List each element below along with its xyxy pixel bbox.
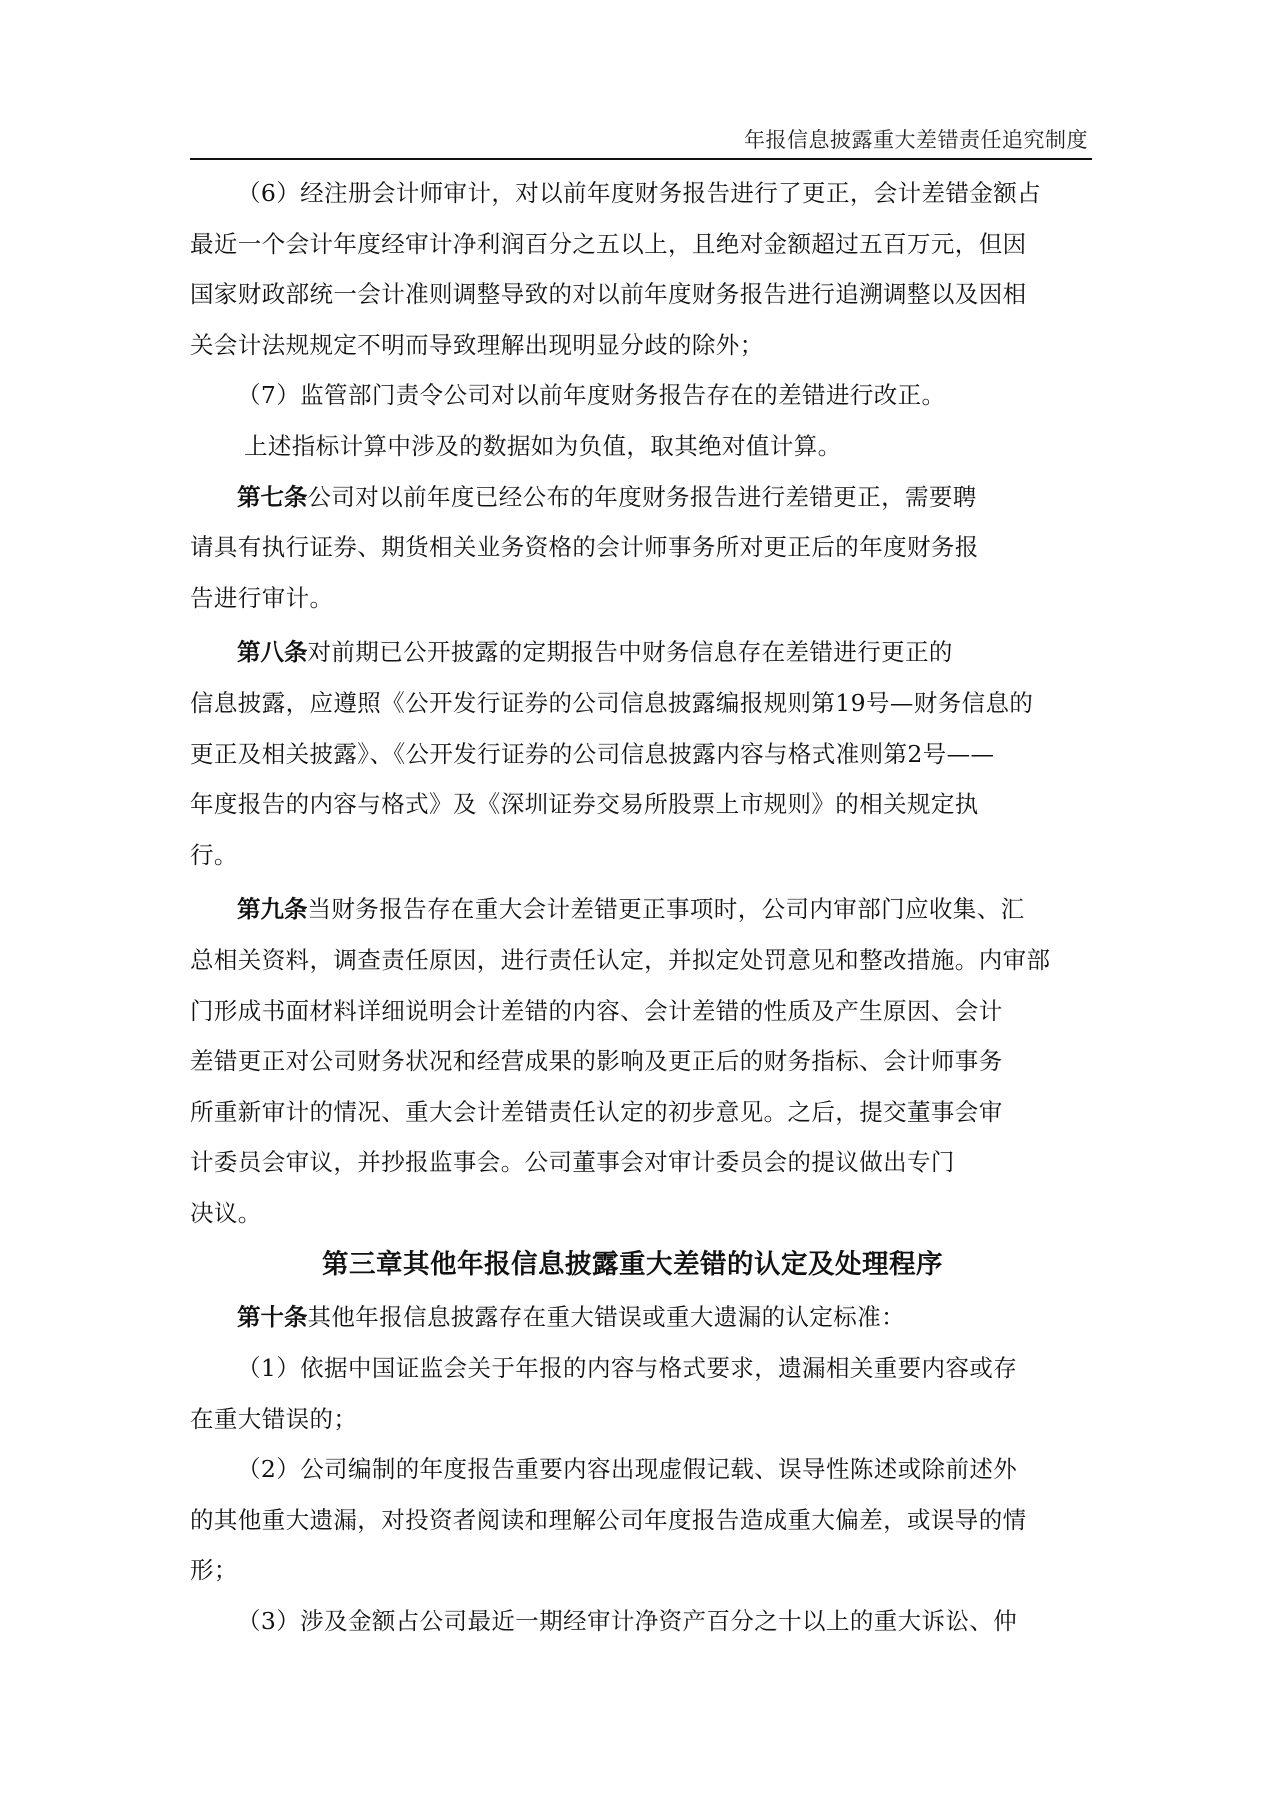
text-line: 形； <box>190 1556 238 1585</box>
text-line: 决议。 <box>190 1198 262 1227</box>
article-label: 第九条 <box>237 895 308 924</box>
text-line <box>190 884 1095 935</box>
article-text: 公司对以前年度已经公布的年度财务报告进行差错更正，需要聘 <box>307 482 977 511</box>
article-text: 对前期已公开披露的定期报告中财务信息存在差错进行更正的 <box>307 638 953 667</box>
document-body <box>190 168 1095 1647</box>
paragraph-article-10-item-1 <box>190 1343 1095 1444</box>
text-line: 最近一个会计年度经审计净利润百分之五以上，且绝对金额超过五百万元，但因 <box>190 229 1027 258</box>
text-line <box>190 627 1095 678</box>
article-label: 第十条 <box>237 1303 308 1332</box>
document-title: 年报信息披露重大差错责任追究制度 <box>744 128 1088 152</box>
paragraph-article-10 <box>190 1292 1095 1343</box>
text-line: 总相关资料，调查责任原因，进行责任认定，并拟定处罚意见和整改措施。内审部 <box>190 945 1051 974</box>
article-label: 第八条 <box>237 638 308 667</box>
paragraph-article-10-item-3 <box>190 1596 1095 1647</box>
article-text: 其他年报信息披露存在重大错误或重大遗漏的认定标准： <box>307 1303 905 1332</box>
text-line: 请具有执行证券、期货相关业务资格的会计师事务所对更正后的年度财务报 <box>190 533 979 562</box>
paragraph-article-8 <box>190 627 1095 880</box>
text-line: （7）监管部门责令公司对以前年度财务报告存在的差错进行改正。 <box>237 381 946 410</box>
text-line: 关会计法规规定不明而导致理解出现明显分歧的除外； <box>190 330 764 359</box>
text-line <box>190 1292 1095 1343</box>
text-line <box>190 472 1095 523</box>
text-line: （1）依据中国证监会关于年报的内容与格式要求，遗漏相关重要内容或存 <box>237 1354 1018 1383</box>
page-header <box>190 126 1092 160</box>
text-line: 门形成书面材料详细说明会计差错的内容、会计差错的性质及产生原因、会计 <box>190 996 1003 1025</box>
text-line: 信息披露，应遵照《公开发行证券的公司信息披露编报规则第19号—财务信息的 <box>190 688 1034 717</box>
text-line: 年度报告的内容与格式》及《深圳证券交易所股票上市规则》的相关规定执 <box>190 790 979 819</box>
chapter-heading: 第三章其他年报信息披露重大差错的认定及处理程序 <box>322 1249 943 1281</box>
text-line: 上述指标计算中涉及的数据如为负值，取其绝对值计算。 <box>244 431 842 460</box>
text-line: 所重新审计的情况、重大会计差错责任认定的初步意见。之后，提交董事会审 <box>190 1097 1003 1126</box>
text-line: （6）经注册会计师审计，对以前年度财务报告进行了更正，会计差错金额占 <box>237 179 1042 207</box>
paragraph-article-9 <box>190 884 1095 1238</box>
paragraph-article-7 <box>190 472 1095 624</box>
paragraph-item-7 <box>190 370 1095 421</box>
article-text: 当财务报告存在重大会计差错更正事项时，公司内审部门应收集、汇 <box>307 895 1025 924</box>
text-line: 行。 <box>190 840 238 869</box>
text-line: 差错更正对公司财务状况和经营成果的影响及更正后的财务指标、会计师事务 <box>190 1047 1003 1076</box>
text-line: 国家财政部统一会计准则调整导致的对以前年度财务报告进行追溯调整以及因相 <box>190 280 1027 309</box>
paragraph-item-6 <box>190 168 1095 370</box>
text-line: 在重大错误的； <box>190 1404 358 1433</box>
text-line: 计委员会审议，并抄报监事会。公司董事会对审计委员会的提议做出专门 <box>190 1148 955 1177</box>
text-line: （2）公司编制的年度报告重要内容出现虚假记载、误导性陈述或除前述外 <box>237 1455 1018 1484</box>
paragraph-note-absolute <box>190 421 1095 472</box>
paragraph-article-10-item-2 <box>190 1444 1095 1596</box>
text-line: 的其他重大遗漏，对投资者阅读和理解公司年度报告造成重大偏差，或误导的情 <box>190 1505 1027 1534</box>
text-line: 告进行审计。 <box>190 583 334 612</box>
text-line: 更正及相关披露》、《公开发行证券的公司信息披露内容与格式准则第2号—— <box>190 739 995 768</box>
text-line: （3）涉及金额占公司最近一期经审计净资产百分之十以上的重大诉讼、仲 <box>237 1607 1018 1636</box>
article-label: 第七条 <box>237 482 308 511</box>
